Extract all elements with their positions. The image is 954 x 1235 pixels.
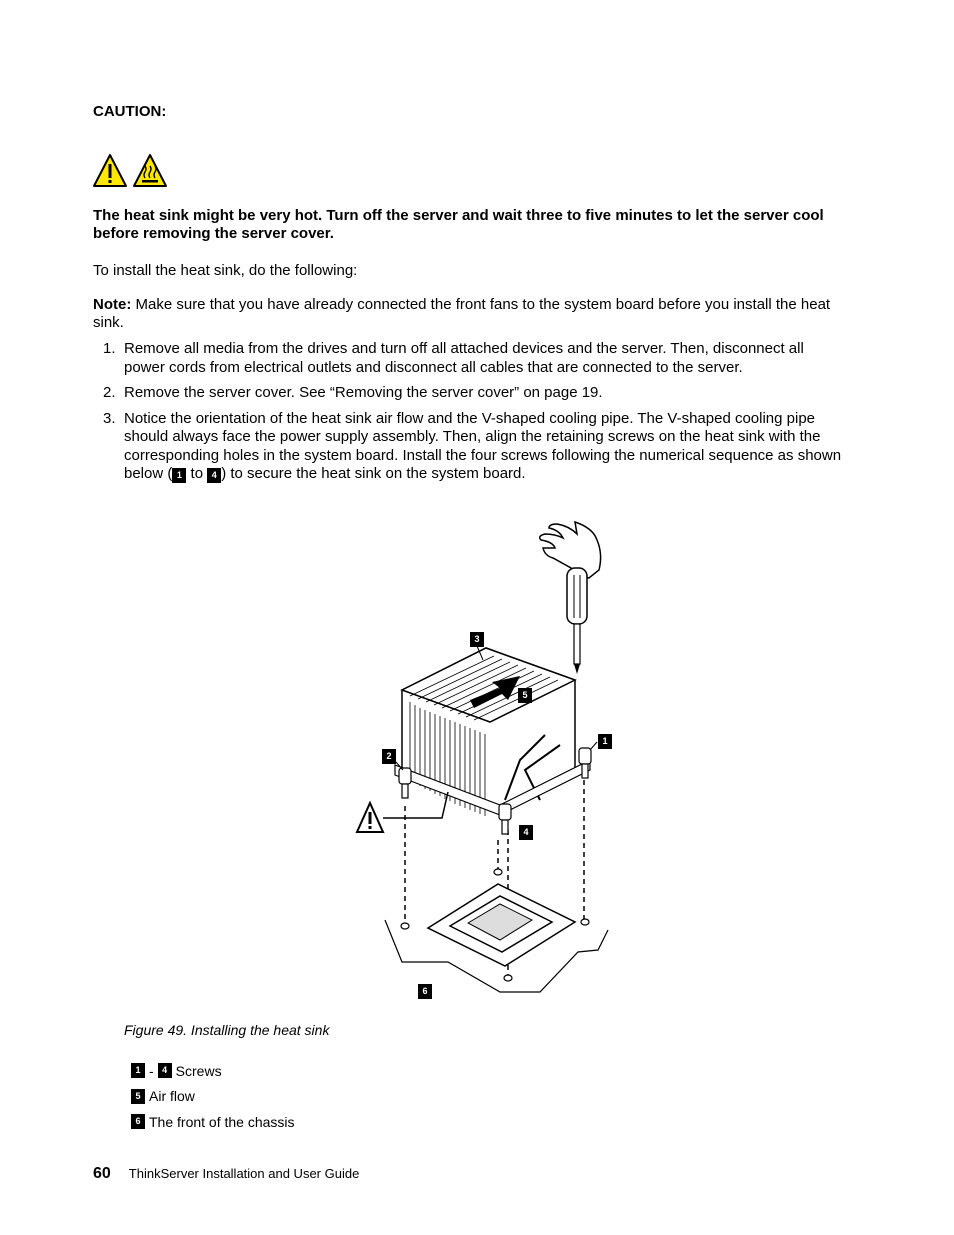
system-board-illustration [385, 869, 608, 992]
callout-badge: 4 [158, 1063, 172, 1078]
note-paragraph [93, 296, 838, 332]
heat-sink-illustration-body [395, 648, 590, 816]
callout-badge: 5 [131, 1089, 145, 1104]
legend-label: The front of the chassis [149, 1113, 295, 1130]
legend-item [131, 1058, 295, 1084]
callout-badge: 6 [131, 1114, 145, 1129]
list-item [93, 410, 845, 484]
note-label: Note: [93, 296, 132, 313]
page-number: 60 [93, 1165, 111, 1182]
legend-label: Air flow [149, 1088, 195, 1105]
list-item [93, 384, 845, 403]
heat-warning-text: The heat sink might be very hot. Turn off the server and wait three to five minutes to let the server cool before removing the server cover. [93, 207, 824, 242]
hot-surface-icon [134, 155, 166, 186]
caution-icons [93, 153, 173, 189]
callout-badge: 6 [418, 984, 432, 999]
callout-badge: 1 [598, 734, 612, 749]
callout-badge: 5 [518, 688, 532, 703]
note-text: Make sure that you have already connected the front fans to the system board before you install the heat sink. [93, 296, 831, 331]
intro-text: To install the heat sink, do the following: [93, 262, 358, 279]
step-text [124, 410, 841, 483]
callout-badge: 4 [207, 468, 221, 483]
callout-badge: 3 [470, 632, 484, 647]
step-text: Remove all media from the drives and turn off all attached devices and the server. Then, disconnect all power cords from electrical outlets and disconnect all cables that are connected to the server. [124, 340, 804, 376]
step-text-part: Notice the orientation of the heat sink air flow and the V-shaped cooling pipe. The V-shaped cooling pipe should always face the power supply assembly. Then, align the retaining screws on the heat sink with the corresponding holes in the system board. Install the four screws following the numerical sequence as shown below ( [124, 409, 842, 482]
callout-badge: 2 [382, 749, 396, 764]
legend-item [131, 1109, 295, 1135]
callout-badge: 1 [172, 468, 186, 483]
step-number: 2. [103, 384, 116, 401]
legend-item [131, 1084, 295, 1110]
step-text: Remove the server cover. See “Removing the server cover” on page 19. [124, 384, 603, 401]
list-item [93, 340, 845, 377]
legend-label: Screws [175, 1062, 222, 1079]
document-title: ThinkServer Installation and User Guide [128, 1166, 360, 1181]
caution-heading: CAUTION: [93, 103, 167, 120]
step-number: 1. [103, 340, 116, 357]
callout-badge: 4 [519, 825, 533, 840]
warning-triangle-icon [94, 155, 126, 186]
step-text-part: to [186, 465, 208, 482]
step-number: 3. [103, 409, 116, 427]
step-text-part: ) to secure the heat sink on the system board. [221, 465, 526, 482]
page-footer [93, 1165, 359, 1183]
legend-separator: - [149, 1062, 154, 1079]
steps-list [93, 340, 845, 491]
callout-badge: 1 [131, 1063, 145, 1078]
figure-legend [131, 1058, 295, 1135]
screwdriver-illustration [567, 568, 587, 674]
figure-caption: Figure 49. Installing the heat sink [124, 1022, 330, 1038]
